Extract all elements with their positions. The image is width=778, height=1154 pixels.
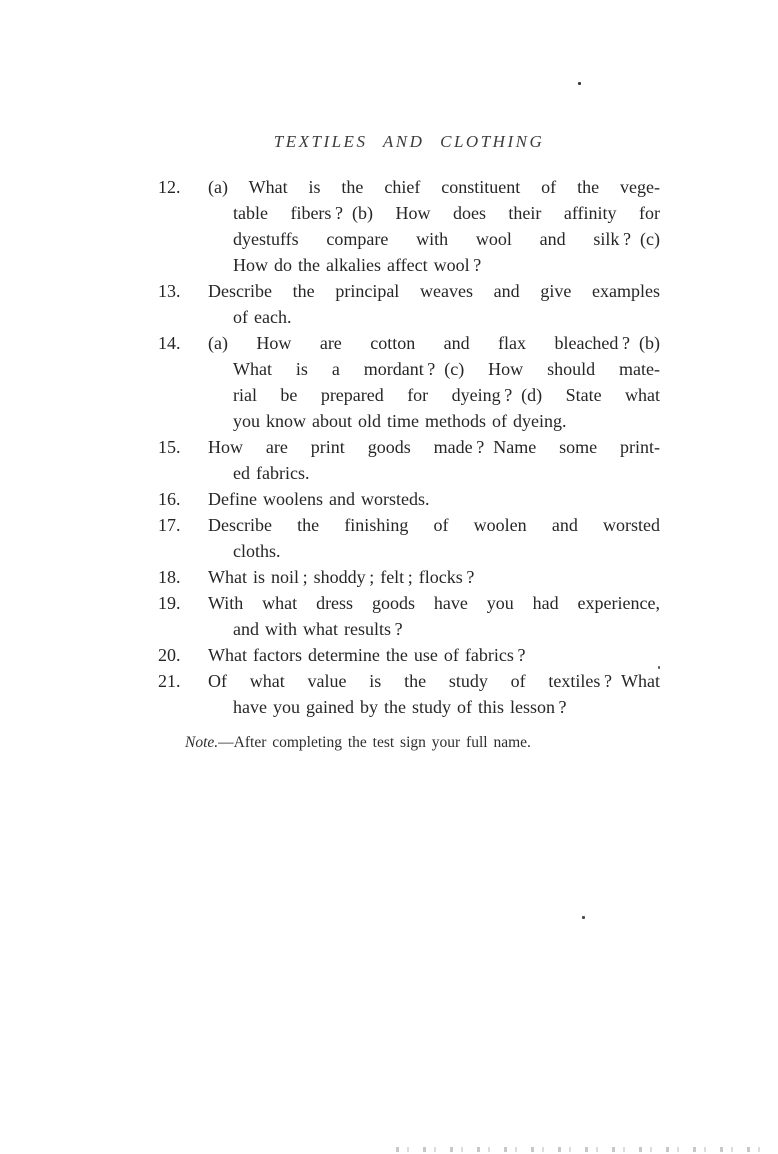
question-line: and with what results ? [233, 619, 403, 639]
question-item [158, 278, 660, 330]
question-item [158, 512, 660, 564]
footnote-text: —After completing the test sign your full name. [218, 734, 531, 751]
question-number: 13. [158, 281, 181, 301]
question-item [158, 434, 660, 486]
question-line: (a) What is the chief constituent of the vege- [208, 177, 660, 197]
question-text [208, 278, 660, 330]
question-line: How do the alkalies affect wool ? [233, 255, 482, 275]
question-number: 20. [158, 645, 181, 665]
question-line: What is noil ; shoddy ; felt ; flocks ? [208, 567, 475, 587]
question-line: you know about old time methods of dyeing. [233, 411, 567, 431]
question-line: Describe the finishing of woolen and worsted [208, 515, 660, 535]
question-number: 15. [158, 437, 181, 457]
question-line: have you gained by the study of this lesson ? [233, 697, 567, 717]
question-line: table fibers ? (b) How does their affinity for [233, 203, 660, 223]
question-line: cloths. [233, 541, 281, 561]
question-text [208, 668, 660, 720]
question-text [208, 590, 660, 642]
running-head: TEXTILES AND CLOTHING [273, 132, 545, 151]
question-number: 16. [158, 489, 181, 509]
question-text [208, 434, 660, 486]
question-number: 17. [158, 515, 181, 535]
question-line: Define woolens and worsteds. [208, 489, 430, 509]
question-line: ed fabrics. [233, 463, 310, 483]
question-item [158, 486, 660, 512]
ink-speck [578, 82, 581, 85]
question-item [158, 330, 660, 434]
question-item [158, 564, 660, 590]
question-text [208, 642, 660, 668]
question-list [158, 174, 660, 720]
question-line: What factors determine the use of fabrics ? [208, 645, 526, 665]
question-number: 19. [158, 593, 181, 613]
question-text [208, 330, 660, 434]
page-content [158, 131, 660, 754]
question-line: What is a mordant ? (c) How should mate- [233, 359, 660, 379]
question-line: Describe the principal weaves and give examples [208, 281, 660, 301]
question-line: (a) How are cotton and flax bleached ? (b) [208, 333, 660, 353]
question-number: 21. [158, 671, 181, 691]
question-number: 14. [158, 333, 181, 353]
question-item [158, 668, 660, 720]
question-line: With what dress goods have you had experience, [208, 593, 660, 613]
question-item [158, 590, 660, 642]
question-item [158, 642, 660, 668]
question-item [158, 174, 660, 278]
question-number: 18. [158, 567, 181, 587]
question-text [208, 174, 660, 278]
question-text [208, 512, 660, 564]
ink-speck [582, 916, 585, 919]
question-text [208, 486, 660, 512]
question-line: Of what value is the study of textiles ? What [208, 671, 660, 691]
question-line: of each. [233, 307, 292, 327]
page-bottom-scan-artifact [396, 1147, 764, 1152]
footnote-label: Note. [185, 734, 219, 751]
question-line: dyestuffs compare with wool and silk ? (c) [233, 229, 660, 249]
question-number: 12. [158, 177, 181, 197]
footnote [185, 732, 660, 754]
question-line: rial be prepared for dyeing ? (d) State what [233, 385, 660, 405]
question-text [208, 564, 660, 590]
question-line: How are print goods made ? Name some print- [208, 437, 660, 457]
